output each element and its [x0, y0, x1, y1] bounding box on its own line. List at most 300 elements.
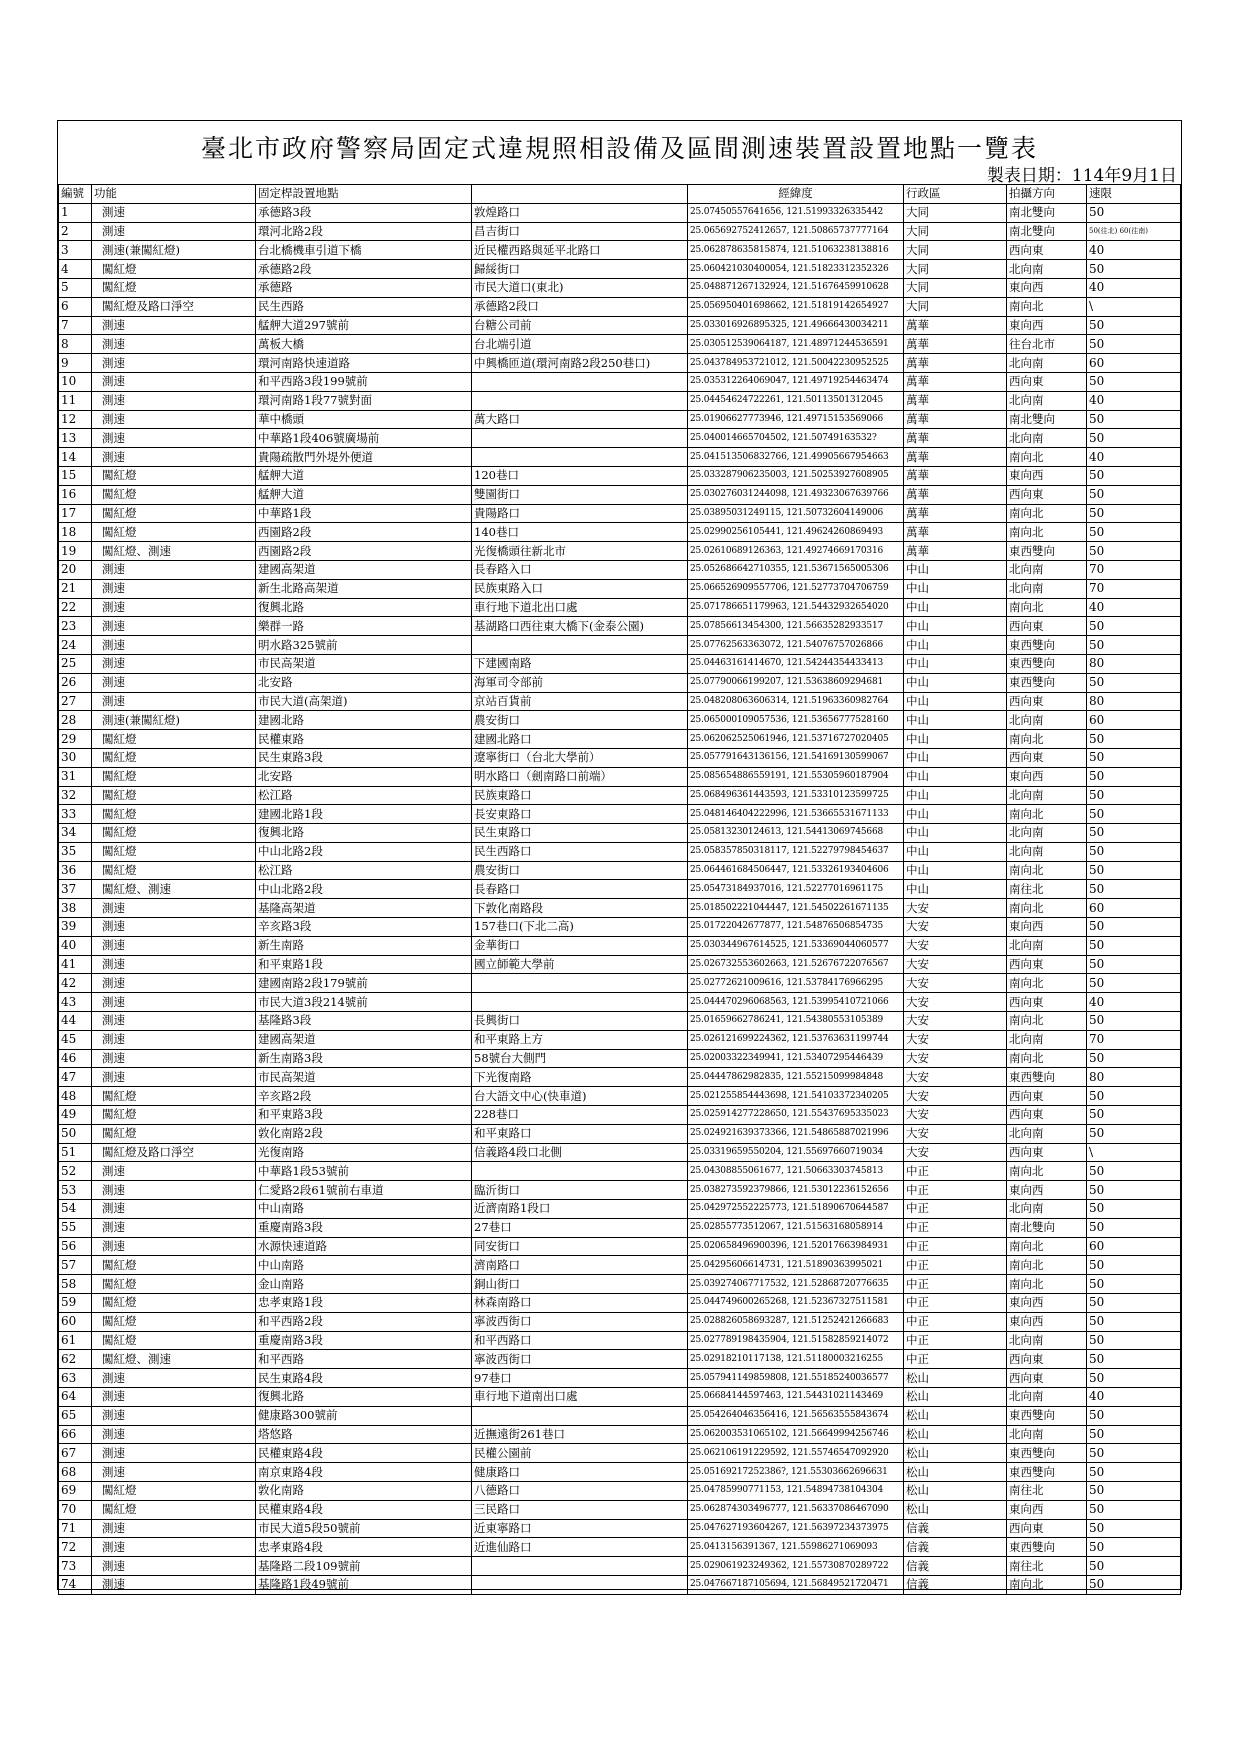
table-row: [59, 466, 1181, 485]
location-detail-cell: 京站百貨前: [472, 692, 688, 711]
row-number: 34: [59, 824, 92, 843]
coordinates-cell: 25.04785990771153, 121.54894738104304: [688, 1481, 904, 1500]
table-row: [59, 617, 1181, 636]
table-row: [59, 241, 1181, 260]
district-cell: 萬華: [904, 316, 1007, 335]
location-detail-cell: 下敦化南路段: [472, 899, 688, 918]
location-cell: 和平東路1段: [256, 955, 472, 974]
coordinates-cell: 25.047667187105694, 121.56849521720471: [688, 1575, 904, 1594]
row-number: 70: [59, 1500, 92, 1519]
function-cell: 測速: [92, 429, 256, 448]
location-detail-cell: 建國北路口: [472, 730, 688, 749]
table-row: [59, 730, 1181, 749]
table-row: [59, 203, 1181, 222]
location-detail-cell: 貴陽路口: [472, 504, 688, 523]
coordinates-cell: 25.042972552225773, 121.51890670644587: [688, 1200, 904, 1219]
direction-cell: 西向東: [1007, 1350, 1087, 1369]
location-cell: 基隆路1段49號前: [256, 1575, 472, 1594]
speed-limit-cell: 50: [1087, 1181, 1181, 1200]
speed-limit-cell: 50: [1087, 1275, 1181, 1294]
location-detail-cell: 長春路口: [472, 880, 688, 899]
coordinates-cell: 25.062878635815874, 121.51063238138816: [688, 241, 904, 260]
location-detail-cell: 長春路入口: [472, 560, 688, 579]
direction-cell: 南北雙向: [1007, 222, 1087, 241]
row-number: 33: [59, 805, 92, 824]
direction-cell: 南向北: [1007, 1162, 1087, 1181]
district-cell: 大同: [904, 203, 1007, 222]
district-cell: 中山: [904, 805, 1007, 824]
direction-cell: 南向北: [1007, 1049, 1087, 1068]
table-row: [59, 1350, 1181, 1369]
location-cell: 建國北路: [256, 711, 472, 730]
coordinates-cell: 25.01906627773946, 121.49715153569066: [688, 410, 904, 429]
coordinates-cell: 25.033016926895325, 121.49666430034211: [688, 316, 904, 335]
speed-limit-cell: 50: [1087, 1481, 1181, 1500]
district-cell: 大安: [904, 1068, 1007, 1087]
coordinates-cell: 25.085654886559191, 121.55305960187904: [688, 767, 904, 786]
row-number: 25: [59, 654, 92, 673]
speed-limit-cell: 80: [1087, 692, 1181, 711]
direction-cell: 北向南: [1007, 1425, 1087, 1444]
direction-cell: 北向南: [1007, 260, 1087, 279]
function-cell: 闖紅燈: [92, 1312, 256, 1331]
coordinates-cell: 25.047627193604267, 121.56397234373975: [688, 1519, 904, 1538]
speed-limit-cell: 50: [1087, 880, 1181, 899]
row-number: 28: [59, 711, 92, 730]
coordinates-cell: 25.062003531065102, 121.56649994256746: [688, 1425, 904, 1444]
location-cell: 基隆路二段109號前: [256, 1557, 472, 1576]
function-cell: 測速: [92, 391, 256, 410]
coordinates-cell: 25.018502221044447, 121.54502261671135: [688, 899, 904, 918]
table-header-row: [59, 185, 1181, 204]
table-row: [59, 880, 1181, 899]
row-number: 44: [59, 1012, 92, 1031]
location-detail-cell: 民生西路口: [472, 842, 688, 861]
direction-cell: 東向西: [1007, 1294, 1087, 1313]
location-cell: 市民大道(高架道): [256, 692, 472, 711]
function-cell: 測速: [92, 1049, 256, 1068]
direction-cell: 西向東: [1007, 1087, 1087, 1106]
district-cell: 中山: [904, 824, 1007, 843]
speed-limit-cell: 50: [1087, 805, 1181, 824]
district-cell: 萬華: [904, 429, 1007, 448]
speed-limit-cell: 50(往北) 60(往南): [1087, 222, 1181, 241]
speed-limit-cell: 50: [1087, 203, 1181, 222]
table-row: [59, 767, 1181, 786]
table-row: [59, 372, 1181, 391]
function-cell: 測速: [92, 1218, 256, 1237]
function-cell: 闖紅燈: [92, 1106, 256, 1125]
enforcement-location-table: [58, 184, 1181, 1595]
location-detail-cell: 遼寧街口（台北大學前）: [472, 748, 688, 767]
coordinates-cell: 25.025914277228650, 121.55437695335023: [688, 1106, 904, 1125]
row-number: 27: [59, 692, 92, 711]
direction-cell: 南向北: [1007, 1256, 1087, 1275]
location-cell: 和平西路: [256, 1350, 472, 1369]
table-row: [59, 579, 1181, 598]
coordinates-cell: 25.065692752412657, 121.50865737777164: [688, 222, 904, 241]
table-row: [59, 354, 1181, 373]
direction-cell: 南向北: [1007, 899, 1087, 918]
location-detail-cell: 海軍司令部前: [472, 673, 688, 692]
district-cell: 大安: [904, 1087, 1007, 1106]
function-cell: 測速: [92, 598, 256, 617]
function-cell: 測速: [92, 1538, 256, 1557]
district-cell: 大同: [904, 297, 1007, 316]
district-cell: 萬華: [904, 523, 1007, 542]
location-detail-cell: 寧波西街口: [472, 1350, 688, 1369]
speed-limit-cell: 50: [1087, 748, 1181, 767]
coordinates-cell: 25.048208063606314, 121.51963360982764: [688, 692, 904, 711]
function-cell: 測速: [92, 1162, 256, 1181]
direction-cell: 南向北: [1007, 598, 1087, 617]
row-number: 32: [59, 786, 92, 805]
row-number: 63: [59, 1369, 92, 1388]
direction-cell: 南向北: [1007, 448, 1087, 467]
location-cell: 基隆高架道: [256, 899, 472, 918]
function-cell: 闖紅燈: [92, 1275, 256, 1294]
row-number: 4: [59, 260, 92, 279]
speed-limit-cell: 50: [1087, 636, 1181, 655]
speed-limit-cell: 50: [1087, 485, 1181, 504]
row-number: 74: [59, 1575, 92, 1594]
table-row: [59, 1106, 1181, 1125]
table-row: [59, 1237, 1181, 1256]
location-cell: 中華路1段53號前: [256, 1162, 472, 1181]
coordinates-cell: 25.03895031249115, 121.50732604149006: [688, 504, 904, 523]
district-cell: 松山: [904, 1369, 1007, 1388]
coordinates-cell: 25.039274067717532, 121.52868720776635: [688, 1275, 904, 1294]
coordinates-cell: 25.07856613454300, 121.56635282933517: [688, 617, 904, 636]
location-detail-cell: 信義路4段口北側: [472, 1143, 688, 1162]
coordinates-cell: 25.026121699224362, 121.53763631199744: [688, 1030, 904, 1049]
table-row: [59, 1463, 1181, 1482]
district-cell: 萬華: [904, 504, 1007, 523]
district-cell: 萬華: [904, 542, 1007, 561]
table-row: [59, 1143, 1181, 1162]
coordinates-cell: 25.064461684506447, 121.53326193404606: [688, 861, 904, 880]
coordinates-cell: 25.07790066199207, 121.53638609294681: [688, 673, 904, 692]
coordinates-cell: 25.026732553602663, 121.52676722076567: [688, 955, 904, 974]
district-cell: 中山: [904, 786, 1007, 805]
district-cell: 松山: [904, 1463, 1007, 1482]
function-cell: 測速: [92, 410, 256, 429]
function-cell: 測速: [92, 1200, 256, 1219]
row-number: 12: [59, 410, 92, 429]
district-cell: 中山: [904, 598, 1007, 617]
direction-cell: 西向東: [1007, 485, 1087, 504]
table-row: [59, 1538, 1181, 1557]
row-number: 24: [59, 636, 92, 655]
function-cell: 測速: [92, 1406, 256, 1425]
district-cell: 萬華: [904, 335, 1007, 354]
district-cell: 信義: [904, 1557, 1007, 1576]
district-cell: 中山: [904, 654, 1007, 673]
function-cell: 測速: [92, 1068, 256, 1087]
speed-limit-cell: 50: [1087, 1124, 1181, 1143]
function-cell: 測速: [92, 1030, 256, 1049]
table-row: [59, 1124, 1181, 1143]
direction-cell: 南向北: [1007, 730, 1087, 749]
location-detail-cell: 車行地下道南出口處: [472, 1388, 688, 1407]
speed-limit-cell: 50: [1087, 335, 1181, 354]
location-cell: 中華路1段: [256, 504, 472, 523]
function-cell: 測速: [92, 1557, 256, 1576]
function-cell: 測速: [92, 654, 256, 673]
direction-cell: 南向北: [1007, 1275, 1087, 1294]
direction-cell: 南北雙向: [1007, 203, 1087, 222]
location-cell: 環河北路2段: [256, 222, 472, 241]
table-row: [59, 1369, 1181, 1388]
row-number: 46: [59, 1049, 92, 1068]
table-row: [59, 1030, 1181, 1049]
function-cell: 闖紅燈: [92, 1500, 256, 1519]
location-cell: 西園路2段: [256, 542, 472, 561]
location-detail-cell: 近濟南路1段口: [472, 1200, 688, 1219]
function-cell: 測速: [92, 1012, 256, 1031]
function-cell: 測速: [92, 936, 256, 955]
direction-cell: 南向北: [1007, 504, 1087, 523]
table-row: [59, 861, 1181, 880]
row-number: 61: [59, 1331, 92, 1350]
row-number: 41: [59, 955, 92, 974]
location-cell: 台北橋機車引道下橋: [256, 241, 472, 260]
function-cell: 闖紅燈: [92, 1087, 256, 1106]
location-detail-cell: 農安街口: [472, 711, 688, 730]
coordinates-cell: 25.05813230124613, 121.54413069745668: [688, 824, 904, 843]
table-row: [59, 222, 1181, 241]
table-row: [59, 654, 1181, 673]
location-detail-cell: 農安街口: [472, 861, 688, 880]
direction-cell: 北向南: [1007, 391, 1087, 410]
coordinates-cell: 25.030512539064187, 121.48971244536591: [688, 335, 904, 354]
function-cell: 闖紅燈: [92, 485, 256, 504]
coordinates-cell: 25.02855773512067, 121.51563168058914: [688, 1218, 904, 1237]
coordinates-cell: 25.03319659550204, 121.55697660719034: [688, 1143, 904, 1162]
table-row: [59, 523, 1181, 542]
row-number: 22: [59, 598, 92, 617]
direction-cell: 西向東: [1007, 1106, 1087, 1125]
function-cell: 闖紅燈: [92, 1481, 256, 1500]
location-cell: 敦化南路2段: [256, 1124, 472, 1143]
header-location-detail: [472, 185, 688, 204]
function-cell: 闖紅燈: [92, 824, 256, 843]
location-detail-cell: 車行地下道北出口處: [472, 598, 688, 617]
table-row: [59, 1068, 1181, 1087]
table-row: [59, 748, 1181, 767]
direction-cell: 南往北: [1007, 1557, 1087, 1576]
coordinates-cell: 25.048871267132924, 121.51676459910628: [688, 278, 904, 297]
district-cell: 中山: [904, 617, 1007, 636]
location-cell: 水源快速道路: [256, 1237, 472, 1256]
district-cell: 中山: [904, 636, 1007, 655]
location-detail-cell: 下光復南路: [472, 1068, 688, 1087]
coordinates-cell: 25.05169217252386?, 121.55303662696631: [688, 1463, 904, 1482]
direction-cell: 東西雙向: [1007, 542, 1087, 561]
table-body: [59, 203, 1181, 1594]
row-number: 67: [59, 1444, 92, 1463]
speed-limit-cell: 60: [1087, 899, 1181, 918]
coordinates-cell: 25.033287906235003, 121.50253927608905: [688, 466, 904, 485]
coordinates-cell: 25.052686642710355, 121.53671565005306: [688, 560, 904, 579]
coordinates-cell: 25.057791643136156, 121.54169130599067: [688, 748, 904, 767]
table-row: [59, 410, 1181, 429]
district-cell: 中山: [904, 767, 1007, 786]
table-row: [59, 335, 1181, 354]
direction-cell: 北向南: [1007, 1030, 1087, 1049]
direction-cell: 東向西: [1007, 918, 1087, 937]
function-cell: 測速: [92, 372, 256, 391]
location-cell: 明水路325號前: [256, 636, 472, 655]
header-district: 行政區: [904, 185, 1007, 204]
district-cell: 中山: [904, 692, 1007, 711]
speed-limit-cell: 40: [1087, 278, 1181, 297]
district-cell: 大安: [904, 1124, 1007, 1143]
direction-cell: 西向東: [1007, 993, 1087, 1012]
coordinates-cell: 25.04463161414670, 121.54244354433413: [688, 654, 904, 673]
location-detail-cell: 民生東路口: [472, 824, 688, 843]
speed-limit-cell: 50: [1087, 1106, 1181, 1125]
location-detail-cell: 承德路2段口: [472, 297, 688, 316]
direction-cell: 東向西: [1007, 278, 1087, 297]
speed-limit-cell: 50: [1087, 673, 1181, 692]
function-cell: 測速: [92, 692, 256, 711]
creation-date: 製表日期：114年9月1日: [986, 166, 1177, 186]
location-cell: 光復南路: [256, 1143, 472, 1162]
district-cell: 大安: [904, 918, 1007, 937]
direction-cell: 東西雙向: [1007, 1406, 1087, 1425]
table-row: [59, 918, 1181, 937]
location-detail-cell: 近進仙路口: [472, 1538, 688, 1557]
function-cell: 測速: [92, 899, 256, 918]
table-row: [59, 1200, 1181, 1219]
district-cell: 萬華: [904, 372, 1007, 391]
speed-limit-cell: 50: [1087, 1538, 1181, 1557]
coordinates-cell: 25.071786651179963, 121.54432932654020: [688, 598, 904, 617]
coordinates-cell: 25.044749600265268, 121.52367327511581: [688, 1294, 904, 1313]
location-cell: 忠孝東路1段: [256, 1294, 472, 1313]
row-number: 47: [59, 1068, 92, 1087]
direction-cell: 北向南: [1007, 354, 1087, 373]
function-cell: 闖紅燈: [92, 278, 256, 297]
function-cell: 測速(兼闖紅燈): [92, 711, 256, 730]
coordinates-cell: 25.04308855061677, 121.50663303745813: [688, 1162, 904, 1181]
speed-limit-cell: 50: [1087, 1500, 1181, 1519]
coordinates-cell: 25.040014665704502, 121.50749163532?: [688, 429, 904, 448]
speed-limit-cell: 50: [1087, 372, 1181, 391]
row-number: 39: [59, 918, 92, 937]
row-number: 65: [59, 1406, 92, 1425]
speed-limit-cell: 50: [1087, 786, 1181, 805]
location-detail-cell: 和平東路上方: [472, 1030, 688, 1049]
coordinates-cell: 25.04447862982835, 121.55215099984848: [688, 1068, 904, 1087]
location-detail-cell: [472, 1406, 688, 1425]
function-cell: 測速: [92, 1519, 256, 1538]
location-cell: 艋舺大道: [256, 466, 472, 485]
row-number: 68: [59, 1463, 92, 1482]
speed-limit-cell: 50: [1087, 316, 1181, 335]
speed-limit-cell: 50: [1087, 1162, 1181, 1181]
location-cell: 民權東路4段: [256, 1500, 472, 1519]
location-cell: 建國高架道: [256, 560, 472, 579]
speed-limit-cell: 40: [1087, 448, 1181, 467]
location-cell: 貴陽疏散門外堤外便道: [256, 448, 472, 467]
header-coordinates: 經緯度: [688, 185, 904, 204]
location-cell: 承德路: [256, 278, 472, 297]
location-detail-cell: [472, 993, 688, 1012]
coordinates-cell: 25.041513506832766, 121.49905667954663: [688, 448, 904, 467]
coordinates-cell: 25.038273592379866, 121.53012236152656: [688, 1181, 904, 1200]
speed-limit-cell: 70: [1087, 579, 1181, 598]
speed-limit-cell: 40: [1087, 391, 1181, 410]
speed-limit-cell: 50: [1087, 1218, 1181, 1237]
row-number: 45: [59, 1030, 92, 1049]
direction-cell: 北向南: [1007, 936, 1087, 955]
direction-cell: 西向東: [1007, 1143, 1087, 1162]
location-detail-cell: 157巷口(下北二高): [472, 918, 688, 937]
speed-limit-cell: 50: [1087, 1425, 1181, 1444]
coordinates-cell: 25.024921639373366, 121.54865887021996: [688, 1124, 904, 1143]
location-detail-cell: 台糖公司前: [472, 316, 688, 335]
table-row: [59, 993, 1181, 1012]
coordinates-cell: 25.01722042677877, 121.54876506854735: [688, 918, 904, 937]
direction-cell: 東西雙向: [1007, 673, 1087, 692]
row-number: 60: [59, 1312, 92, 1331]
coordinates-cell: 25.062062525061946, 121.53716727020405: [688, 730, 904, 749]
row-number: 8: [59, 335, 92, 354]
row-number: 51: [59, 1143, 92, 1162]
location-detail-cell: 三民路口: [472, 1500, 688, 1519]
function-cell: 測速: [92, 617, 256, 636]
direction-cell: 北向南: [1007, 711, 1087, 730]
location-cell: 和平西路2段: [256, 1312, 472, 1331]
table-row: [59, 1425, 1181, 1444]
district-cell: 萬華: [904, 391, 1007, 410]
speed-limit-cell: 50: [1087, 1294, 1181, 1313]
coordinates-cell: 25.057941149859808, 121.55185240036577: [688, 1369, 904, 1388]
district-cell: 信義: [904, 1538, 1007, 1557]
location-detail-cell: 近撫遠街261巷口: [472, 1425, 688, 1444]
district-cell: 萬華: [904, 354, 1007, 373]
coordinates-cell: 25.027789198435904, 121.51582859214072: [688, 1331, 904, 1350]
location-detail-cell: 下建國南路: [472, 654, 688, 673]
district-cell: 中正: [904, 1294, 1007, 1313]
district-cell: 中正: [904, 1162, 1007, 1181]
function-cell: 闖紅燈: [92, 767, 256, 786]
coordinates-cell: 25.02003322349941, 121.53407295446439: [688, 1049, 904, 1068]
function-cell: 測速: [92, 354, 256, 373]
function-cell: 測速: [92, 673, 256, 692]
coordinates-cell: 25.02610689126363, 121.49274669170316: [688, 542, 904, 561]
row-number: 18: [59, 523, 92, 542]
speed-limit-cell: 50: [1087, 504, 1181, 523]
table-row: [59, 955, 1181, 974]
location-cell: 塔悠路: [256, 1425, 472, 1444]
function-cell: 測速: [92, 1575, 256, 1594]
district-cell: 中正: [904, 1312, 1007, 1331]
direction-cell: 西向東: [1007, 241, 1087, 260]
coordinates-cell: 25.066526909557706, 121.52773704706759: [688, 579, 904, 598]
district-cell: 中山: [904, 861, 1007, 880]
row-number: 11: [59, 391, 92, 410]
district-cell: 中正: [904, 1350, 1007, 1369]
coordinates-cell: 25.060421030400054, 121.51823312352326: [688, 260, 904, 279]
direction-cell: 北向南: [1007, 1124, 1087, 1143]
table-row: [59, 1444, 1181, 1463]
direction-cell: 南向北: [1007, 1237, 1087, 1256]
function-cell: 闖紅燈: [92, 842, 256, 861]
row-number: 2: [59, 222, 92, 241]
